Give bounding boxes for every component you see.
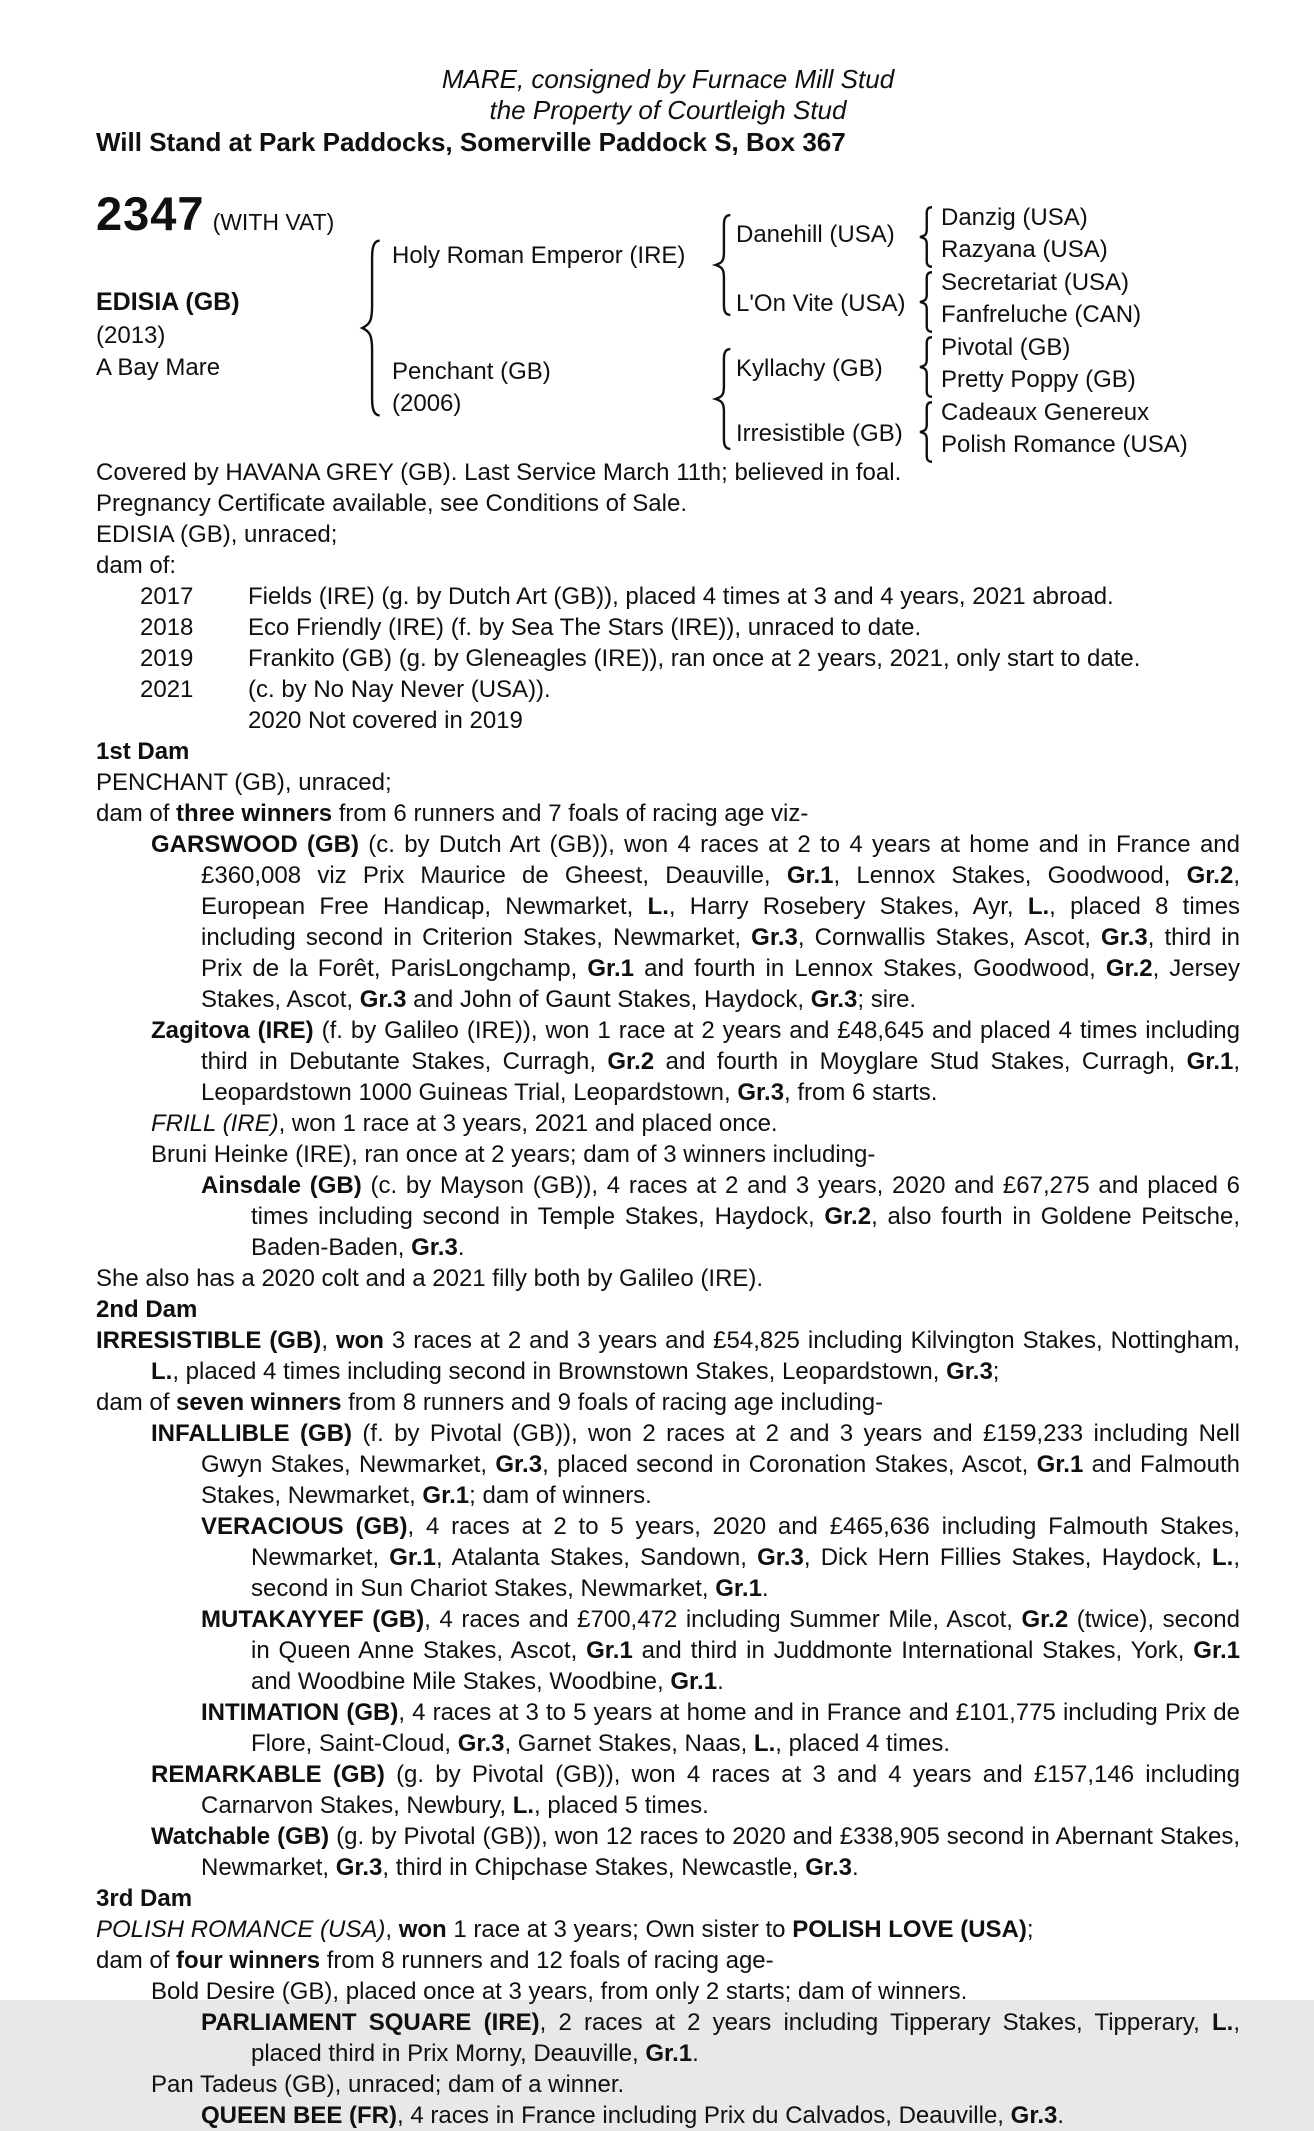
- pedigree-ancestor: Pivotal (GB): [941, 334, 1071, 361]
- dam-of-label: dam of:: [96, 552, 177, 579]
- produce-record: 2020 Not covered in 2019: [248, 707, 523, 734]
- pedigree-brace-icon: [712, 347, 734, 451]
- produce-record: 2017 Fields (IRE) (g. by Dutch Art (GB)), placed 4 times at 3 and 4 years, 2021 abroad.: [140, 583, 1114, 610]
- horse-entry: GARSWOOD (GB) (c. by Dutch Art (GB)), won 4 races at 2 to 4 years at home and in France and £360,008 viz Prix Maurice de Gheest, Deauville, Gr.1, Lennox Stakes, Goodwood, Gr.2, European Free Handicap, Newmarket, L., Harry Rosebery Stakes, Ayr, L., placed 8 times including second in Criterion Stakes, Newmarket, Gr.3, Cornwallis Stakes, Ascot, Gr.3, third in Prix de la Forêt, ParisLongchamp, Gr.1 and fourth in Lennox Stakes, Goodwood, Gr.2, Jersey Stakes, Ascot, Gr.3 and John of Gaunt Stakes, Haydock, Gr.3; sire.: [151, 831, 1240, 1013]
- horse-entry: Bold Desire (GB), placed once at 3 years, from only 2 starts; dam of winners.: [151, 1978, 968, 2005]
- pedigree-dam-year: (2006): [392, 390, 462, 417]
- section-heading-1st-dam: 1st Dam: [96, 738, 190, 765]
- horse-name: EDISIA (GB): [96, 288, 240, 316]
- horse-entry: Watchable (GB) (g. by Pivotal (GB)), won 12 races to 2020 and £338,905 second in Abernant Stakes, Newmarket, Gr.3, third in Chipchase Stakes, Newcastle, Gr.3.: [151, 1823, 1241, 1881]
- pedigree-brace-icon: [917, 401, 935, 463]
- produce-record: 2019 Frankito (GB) (g. by Gleneagles (IRE)), ran once at 2 years, 2021, only start to date.: [140, 645, 1141, 672]
- horse-entry: QUEEN BEE (FR), 4 races in France including Prix du Calvados, Deauville, Gr.3.: [201, 2102, 1065, 2129]
- horse-entry: Zagitova (IRE) (f. by Galileo (IRE)), won 1 race at 2 years and £48,645 and placed 4 times including third in Debutante Stakes, Curragh, Gr.2 and fourth in Moyglare Stud Stakes, Curragh, Gr.1, Leopardstown 1000 Guineas Trial, Leopardstown, Gr.3, from 6 starts.: [151, 1017, 1241, 1106]
- pedigree-sire: Holy Roman Emperor (IRE): [392, 242, 686, 269]
- dam-entry: PENCHANT (GB), unraced;: [96, 769, 392, 796]
- horse-entry: MUTAKAYYEF (GB), 4 races and £700,472 including Summer Mile, Ascot, Gr.2 (twice), second in Queen Anne Stakes, Ascot, Gr.1 and third in Juddmonte International Stakes, York, Gr.1 and Woodbine Mile Stakes, Woodbine, Gr.1.: [201, 1606, 1240, 1695]
- section-heading-2nd-dam: 2nd Dam: [96, 1296, 198, 1323]
- pedigree-ancestor: Danzig (USA): [941, 204, 1088, 231]
- mare-race-record: EDISIA (GB), unraced;: [96, 521, 338, 548]
- horse-entry: VERACIOUS (GB), 4 races at 2 to 5 years, 2020 and £465,636 including Falmouth Stakes, Newmarket, Gr.1, Atalanta Stakes, Sandown, Gr.3, Dick Hern Fillies Stakes, Haydock, L., second in Sun Chariot Stakes, Newmarket, Gr.1.: [201, 1513, 1241, 1602]
- pedigree-brace-icon: [917, 271, 935, 333]
- horse-entry: REMARKABLE (GB) (g. by Pivotal (GB)), won 4 races at 3 and 4 years and £157,146 including Carnarvon Stakes, Newbury, L., placed 5 times.: [151, 1761, 1240, 1819]
- pedigree-ancestor: Secretariat (USA): [941, 269, 1130, 296]
- dam-entry: IRRESISTIBLE (GB), won 3 races at 2 and 3 years and £54,825 including Kilvington Stakes, Nottingham, L., placed 4 times including second in Brownstown Stakes, Leopardstown, Gr.3;: [96, 1327, 1240, 1385]
- property-line: the Property of Courtleigh Stud: [489, 95, 847, 125]
- pedigree-brace-icon: [712, 213, 734, 317]
- pedigree-ancestor: Cadeaux Genereux: [941, 399, 1150, 426]
- produce-record: 2021 (c. by No Nay Never (USA)).: [140, 676, 551, 703]
- produce-record: 2018 Eco Friendly (IRE) (f. by Sea The Stars (IRE)), unraced to date.: [140, 614, 922, 641]
- pedigree-brace-icon: [917, 336, 935, 398]
- pedigree-block: [0, 159, 1314, 458]
- consignor-line: MARE, consigned by Furnace Mill Stud: [441, 64, 895, 94]
- vat-note: (WITH VAT): [212, 209, 335, 235]
- pedigree-dam-sire: Kyllachy (GB): [736, 355, 883, 382]
- pedigree-ancestor: Razyana (USA): [941, 236, 1108, 263]
- section-heading-3rd-dam: 3rd Dam: [96, 1885, 193, 1912]
- dam-summary: dam of three winners from 6 runners and 7 foals of racing age viz-: [96, 800, 809, 827]
- pedigree-brace-icon: [358, 237, 384, 419]
- pedigree-ancestor: Pretty Poppy (GB): [941, 366, 1136, 393]
- horse-entry: Bruni Heinke (IRE), ran once at 2 years; dam of 3 winners including-: [151, 1141, 876, 1168]
- page-header: [0, 0, 1314, 159]
- lot-number: 2347: [96, 187, 205, 240]
- note: She also has a 2020 colt and a 2021 filly both by Galileo (IRE).: [96, 1265, 764, 1292]
- pedigree-sire-dam: L'On Vite (USA): [736, 290, 906, 317]
- horse-entry: INFALLIBLE (GB) (f. by Pivotal (GB)), won 2 races at 2 and 3 years and £159,233 including Nell Gwyn Stakes, Newmarket, Gr.3, placed second in Coronation Stakes, Ascot, Gr.1 and Falmouth Stakes, Newmarket, Gr.1; dam of winners.: [151, 1420, 1241, 1509]
- horse-entry: FRILL (IRE), won 1 race at 3 years, 2021 and placed once.: [151, 1110, 778, 1137]
- dam-summary: dam of four winners from 8 runners and 12 foals of racing age-: [96, 1947, 774, 1974]
- catalogue-text: [0, 447, 1314, 2131]
- horse-entry: INTIMATION (GB), 4 races at 3 to 5 years at home and in France and £101,775 including Prix de Flore, Saint-Cloud, Gr.3, Garnet Stakes, Naas, L., placed 4 times.: [201, 1699, 1240, 1757]
- pedigree-ancestor: Fanfreluche (CAN): [941, 301, 1142, 328]
- produce-year: 2021: [140, 676, 194, 703]
- produce-year: 2017: [140, 583, 194, 610]
- covering-line: Covered by HAVANA GREY (GB). Last Service March 11th; believed in foal.: [96, 459, 902, 486]
- horse-entry: Ainsdale (GB) (c. by Mayson (GB)), 4 races at 2 and 3 years, 2020 and £67,275 and placed 6 times including second in Temple Stakes, Haydock, Gr.2, also fourth in Goldene Peitsche, Baden-Baden, Gr.3.: [201, 1172, 1240, 1261]
- lot-line: [96, 187, 335, 240]
- produce-year: 2018: [140, 614, 194, 641]
- horse-description: A Bay Mare: [96, 354, 221, 381]
- pedigree-brace-icon: [917, 206, 935, 268]
- dam-summary: dam of seven winners from 8 runners and 9 foals of racing age including-: [96, 1389, 884, 1416]
- pedigree-sire-sire: Danehill (USA): [736, 221, 895, 248]
- horse-entry: PARLIAMENT SQUARE (IRE), 2 races at 2 years including Tipperary Stakes, Tipperary, L., placed third in Prix Morny, Deauville, Gr.1.: [201, 2009, 1240, 2067]
- pedigree-dam-dam: Irresistible (GB): [736, 420, 903, 447]
- dam-entry: POLISH ROMANCE (USA), won 1 race at 3 years; Own sister to POLISH LOVE (USA);: [96, 1916, 1034, 1943]
- stand-location-line: Will Stand at Park Paddocks, Somerville Paddock S, Box 367: [96, 127, 846, 157]
- pedigree-dam: Penchant (GB): [392, 358, 551, 385]
- pedigree-ancestor: Polish Romance (USA): [941, 431, 1188, 458]
- race-record-body: [96, 519, 1240, 2131]
- covering-certificate-line: Pregnancy Certificate available, see Conditions of Sale.: [96, 490, 687, 517]
- horse-entry: Pan Tadeus (GB), unraced; dam of a winner.: [151, 2071, 625, 2098]
- horse-foaling-year: (2013): [96, 322, 166, 349]
- produce-year: 2019: [140, 645, 194, 672]
